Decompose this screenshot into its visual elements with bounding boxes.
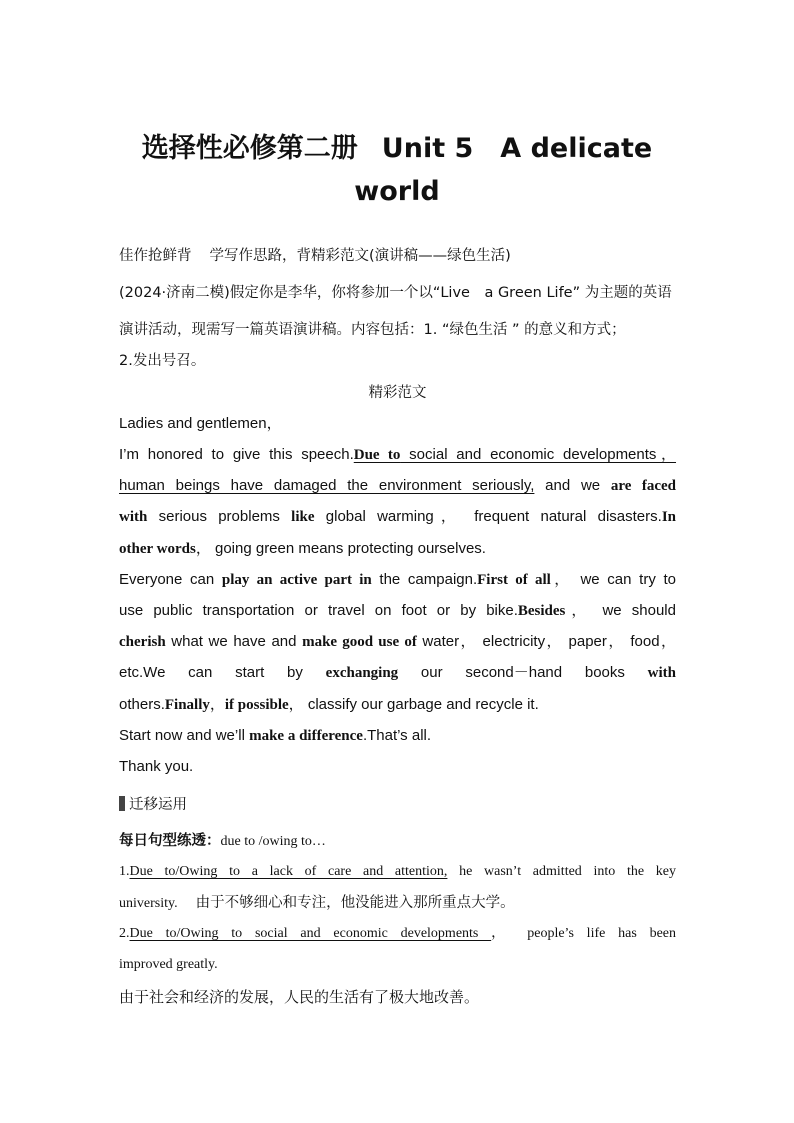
sentence-1-line-1 [119,862,676,882]
text-run: ， we should [565,602,676,619]
title-line-1 [0,126,794,165]
prompt-line-2: 演讲活动，现需写一篇英语演讲稿。内容包括：1. “绿色生活 ” 的意义和方式； [119,322,626,338]
text-run: ， we can try to [550,571,676,588]
underlined-run: social and economic developments， [400,446,677,463]
text-run: ， people’s life has been [491,926,677,941]
pattern-line [119,831,676,852]
text-run: Everyone can [119,571,222,588]
text-run: water， electricity， paper， food， [416,633,676,650]
text-run: others. [119,696,165,713]
essay-line-5 [119,539,676,559]
sentence-1-line-2 [119,893,676,914]
essay-line-9 [119,663,676,683]
prompt-line-3: 2.发出号召。 [119,353,206,369]
sentence-number: 2. [119,926,130,941]
essay-line-2 [119,445,676,465]
phrase-with: with [119,509,148,525]
text-run: ， [209,696,225,713]
title-cn: 选择性必修第二册 [141,133,358,164]
phrase-are-faced: are faced [610,478,676,494]
essay-line-10 [119,695,676,715]
translation: 由于不够细心和专注，他没能进入那所重点大学。 [195,895,515,911]
text-run: use public transportation or travel on foot or by bike. [119,602,518,619]
phrase-with: with [647,665,676,681]
text-run: what we have and [165,633,303,650]
phrase-cherish: cherish [119,634,166,650]
answer-blank: Due to/Owing to social and economic developments [129,926,492,941]
phrase-other-words: other words [119,541,196,557]
text-run: Start now and we’ll [119,727,250,744]
practice-heading [119,795,676,815]
text-run: ， classify our garbage and recycle it. [288,696,539,713]
sentence-2-line-1 [119,924,676,944]
text-run: the campaign. [371,571,478,588]
phrase-like: like [291,509,315,525]
title-line-2: world [354,176,440,207]
underlined-run: human beings have damaged the environment seriously, [119,477,535,494]
essay-line-7 [119,601,676,621]
sample-title: 精彩范文 [368,385,427,401]
text-run: etc.We can start by [119,664,326,681]
pattern-value: due to /owing to… [220,834,326,849]
heading-left: 佳作抢鲜背 [119,248,192,264]
essay-greeting: Ladies and gentlemen， [119,415,282,432]
section-marker-icon [119,796,125,811]
essay-line-6 [119,570,676,590]
answer-blank: Due to/Owing to a lack of care and attention, [129,864,448,879]
practice-heading-text: 迁移运用 [129,797,187,813]
text-run: university. [119,896,178,911]
essay-line-3 [119,476,676,496]
essay-line-4 [119,507,676,527]
text-run: I’m honored to give this speech. [119,446,354,463]
phrase-besides: Besides [517,603,566,619]
phrase-finally: Finally [164,697,210,713]
section-heading [119,246,676,266]
sentence-2-line-2: improved greatly. [119,957,218,972]
phrase-make-a-difference: make a difference [249,728,363,744]
phrase-make-good-use-of: make good use of [302,634,417,650]
phrase-exchanging: exchanging [325,665,399,681]
sentence-2-translation: 由于社会和经济的发展，人民的生活有了极大地改善。 [119,988,480,1006]
text-run: he wasn’t admitted into the key [447,864,676,879]
essay-closing: Thank you. [119,758,194,775]
heading-right: 学写作思路，背精彩范文(演讲稿——绿色生活) [209,248,511,264]
phrase-first-of-all: First of all [477,572,551,588]
text-run: and we [534,477,611,494]
essay-line-11 [119,726,676,746]
phrase-play-an-active-part: play an active part in [221,572,372,588]
text-run: .That’s all. [362,727,432,744]
text-run: global warming， frequent natural disasters. [314,508,662,525]
title-en: Unit 5 A delicate [381,133,653,164]
essay-line-8 [119,632,676,652]
prompt-line-1: (2024·济南二模)假定你是李华，你将参加一个以“Live a Green Life” 为主题的英语 [119,285,672,301]
text-run: ， going green means protecting ourselves. [195,540,486,557]
text-run: our second－hand books [398,664,648,681]
phrase-in: In [661,509,676,525]
phrase-if-possible: if possible [224,697,289,713]
sentence-number: 1. [119,864,130,879]
text-run: serious problems [147,508,292,525]
pattern-label: 每日句型练透： [119,833,221,849]
phrase-due-to: Due to [353,447,401,463]
